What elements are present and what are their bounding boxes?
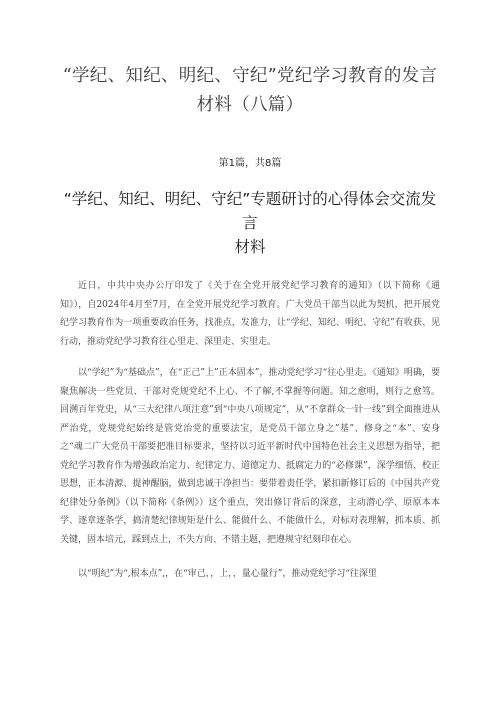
paragraph-2: 以“学纪”为“基础点”，在“正己”上”正本固本”，推动党纪学习“往心里走。《通知》明确，要聚焦解决一些党员、干部对党规党纪不上心、不了解,不掌握等问题。知之愈明，则行之愈笃。回溯百年党史，从“三大纪律八项注意”到“中央八项规定”，从“不拿群众一针一线”到全面推进从严治党，党规党纪始终是管党治党的重要法宝，是党员干部立身之”基”、修身之“本”、安身之“魂二广大党员干部要把准目标要求，坚持以习近平新时代中国特色社会主义思想为指导，把党纪学习教育作为增强政治定力、纪律定力、道德定力、抵腐定力的“必修课”，深学细悟、校正思想，正本清源、提神醒脑，做到忠诚干净担当：要带着责任学，紧扣新修订后的《中国共产党纪律处分条例》（以下简称《条例》）这个重点，突出修订背后的深意，主动潜心学、原原本本学、逐章逐条学，搞清楚纪律规矩是什么、能做什么、不能做什么，对标对表理解，抓本质、抓关键，固本培元，踩到点上，不失方向、不错主题，把遵规守纪刻印在心。 [60,368,440,545]
section-title-line-1: “学纪、知纪、明纪、守纪”专题研讨的心得体会交流发言 [63,190,437,232]
document-title-line-2: 材料（八篇） [196,95,304,115]
section-title [60,187,440,259]
part-label: 第1篇，共8篇 [218,158,282,169]
paragraph-1: 近日，中共中央办公厅印发了《关于在全党开展党纪学习教育的通知》（以下简称《通知》），自2024年4月至7月，在全党开展党纪学习教育。广大党员干部当以此为契机，把开展党纪学习教育作为一项重要政治任务，找准点，发准力，让“学纪、知纪、明纪、守纪”有收获、见行动，推动党纪学习教育往心里走、深里走、实里走。 [60,281,440,347]
document-title [60,62,440,120]
section-title-line-2: 材料 [234,238,266,256]
document-title-line-1: “学纪、知纪、明纪、守纪”党纪学习教育的发言 [62,66,438,86]
body-text [60,277,440,584]
paragraph-3: 以“明纪”为“,根本点”,，在“审己，，上，，量心量行”，推动党纪学习“往深里 [78,569,377,579]
